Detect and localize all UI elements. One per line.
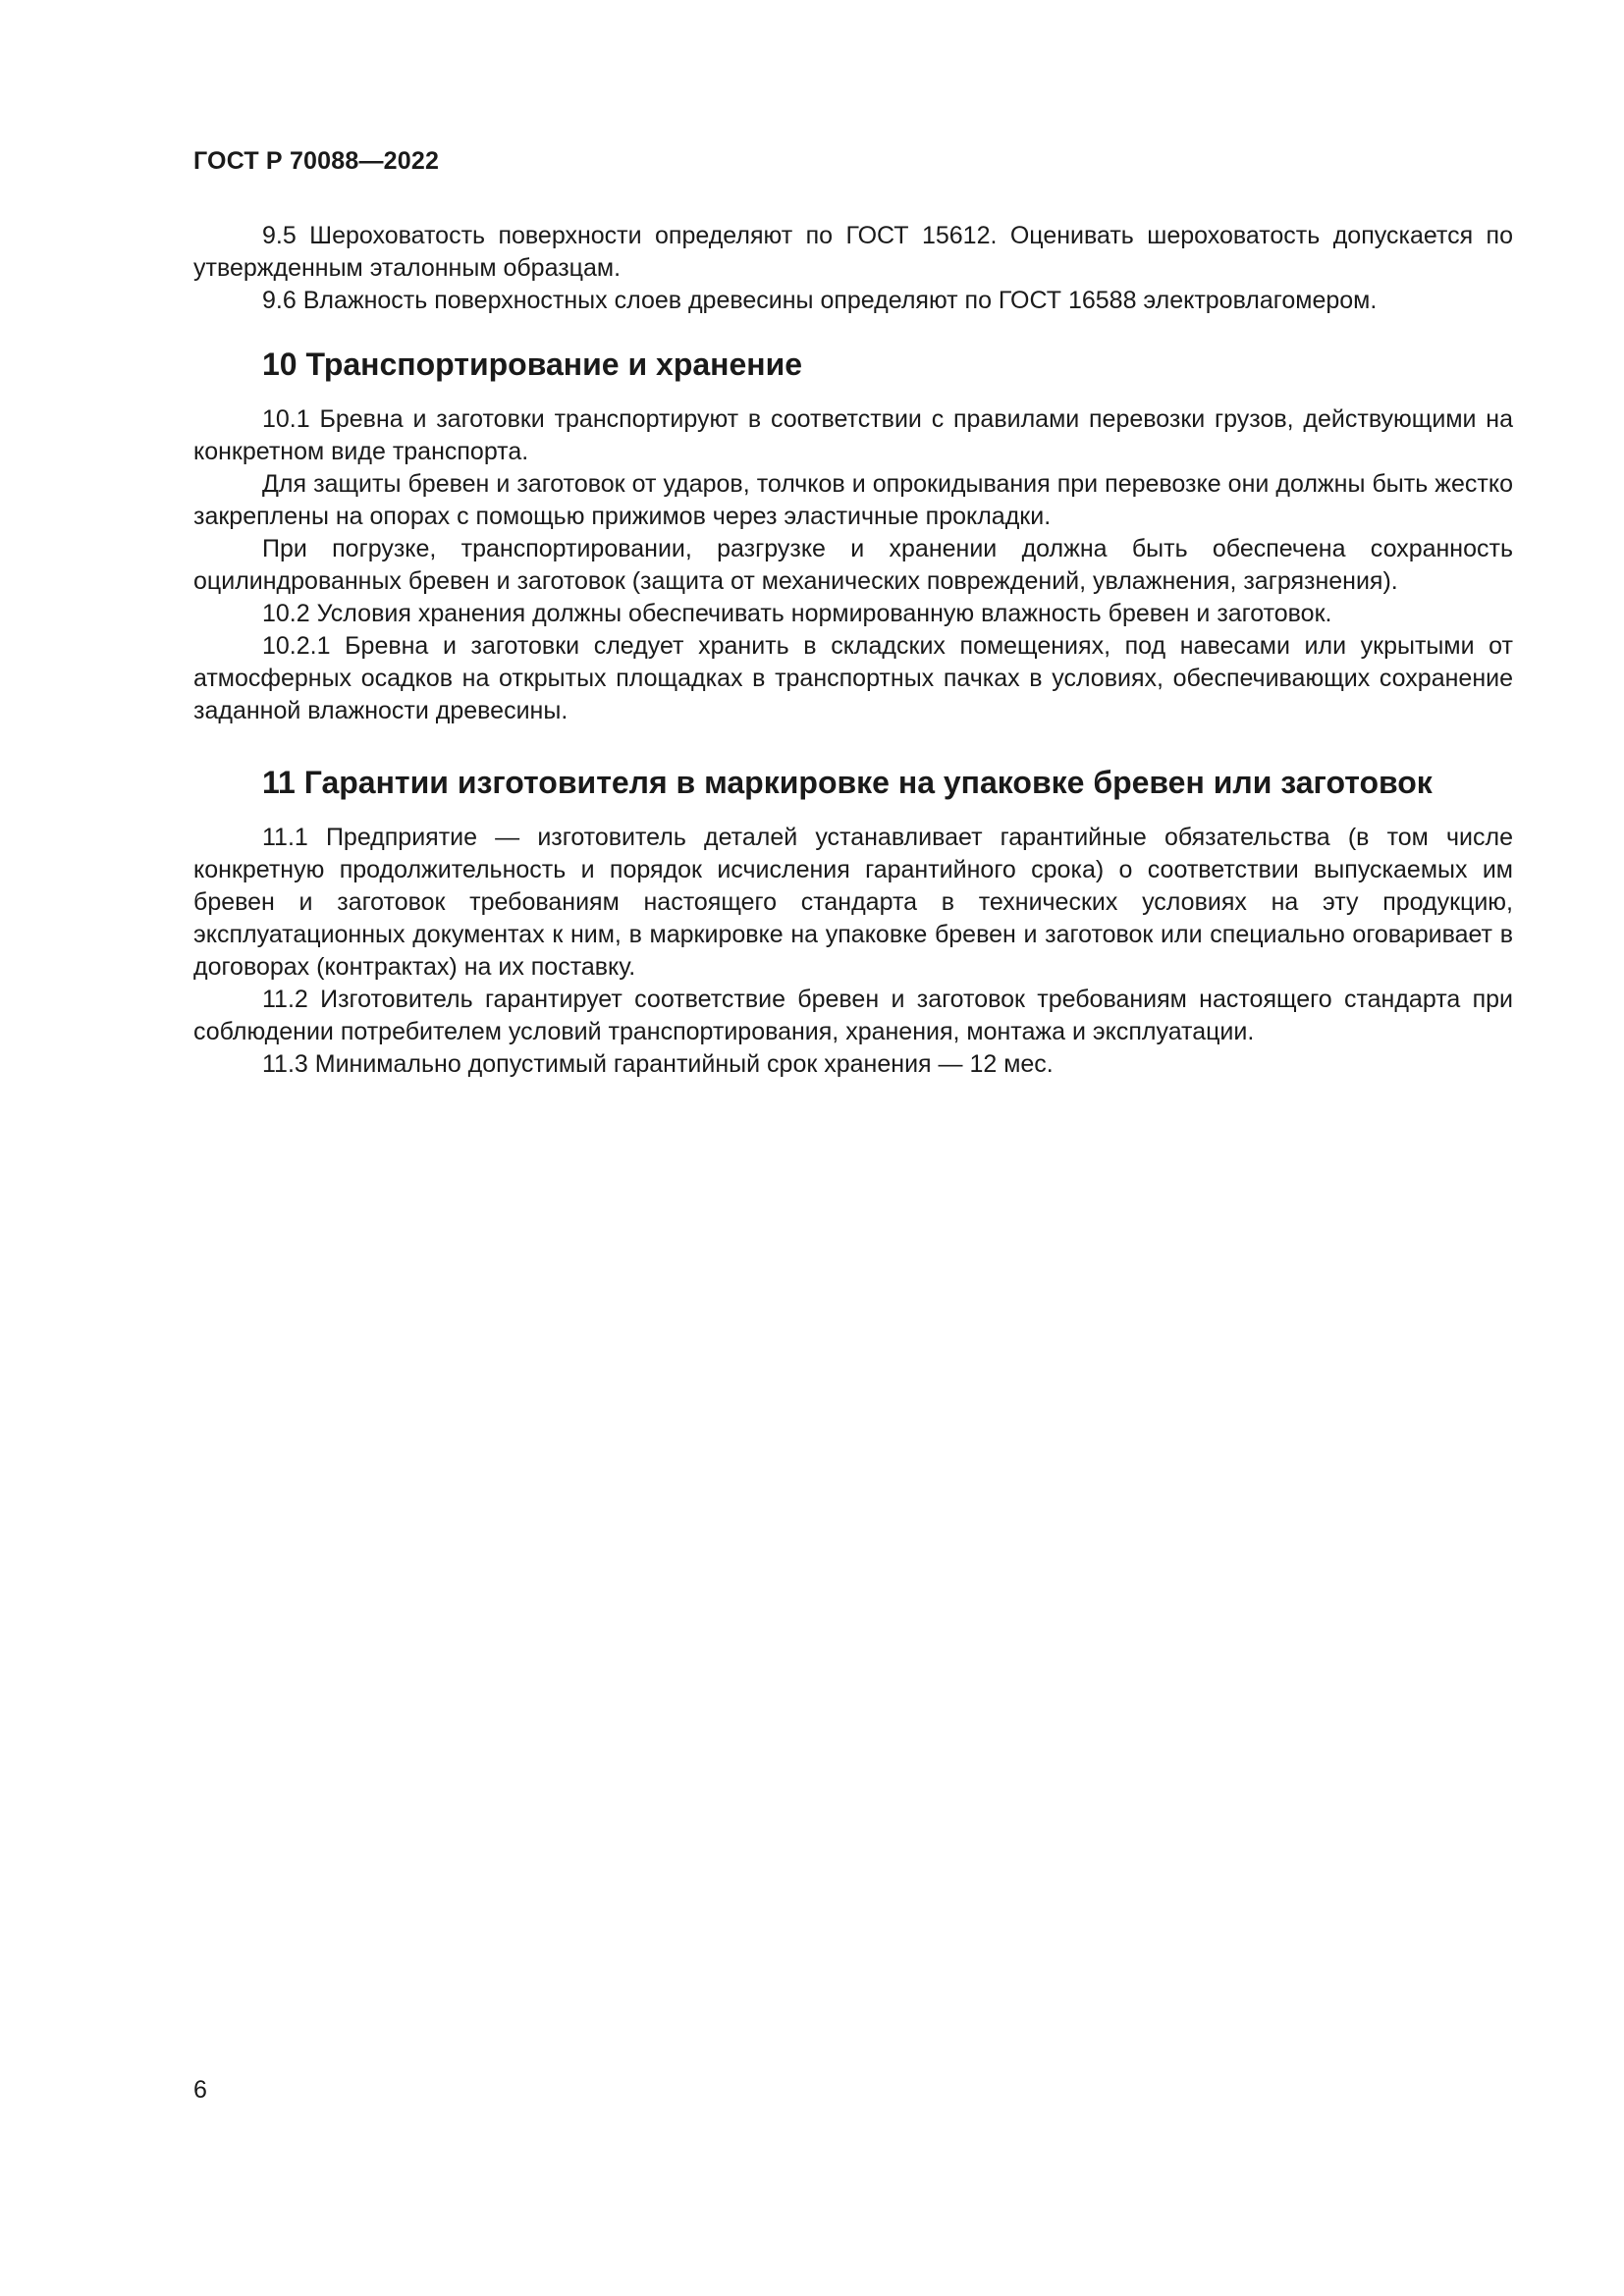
section-10-heading: 10 Транспортирование и хранение <box>262 347 803 382</box>
paragraph-10-2-1: 10.2.1 Бревна и заготовки следует хранить в складских помещениях, под навесами или укрытыми от атмосферных осадков на открытых площадках в транспортных пачках в условиях, обеспечивающих сохранение заданной влажности древесины. <box>193 632 1513 724</box>
paragraph-10-1-preservation: При погрузке, транспортировании, разгрузке и хранении должна быть обеспечена сохранность оцилиндрованных бревен и заготовок (защита от механических повреждений, увлажнения, загрязнения). <box>193 535 1513 595</box>
paragraph-11-3: 11.3 Минимально допустимый гарантийный срок хранения — 12 мес. <box>262 1050 1054 1078</box>
paragraph-9-6: 9.6 Влажность поверхностных слоев древесины определяют по ГОСТ 16588 электровлагомером. <box>262 287 1378 314</box>
document-body <box>193 220 1513 1081</box>
paragraph-11-1: 11.1 Предприятие — изготовитель деталей устанавливает гарантийные обязательства (в том числе конкретную продолжительность и порядок исчисления гарантийного срока) о соответствии выпускаемых им бревен и заготовок требованиям настоящего стандарта в технических условиях на эту продукцию, эксплуатационных документах к ним, в маркировке на упаковке бревен и заготовок или специально оговаривает в договорах (контрактах) на их поставку. <box>193 824 1513 981</box>
paragraph-11-2: 11.2 Изготовитель гарантирует соответствие бревен и заготовок требованиям настоящего стандарта при соблюдении потребителем условий транспортирования, хранения, монтажа и эксплуатации. <box>193 986 1513 1045</box>
paragraph-9-5: 9.5 Шероховатость поверхности определяют по ГОСТ 15612. Оценивать шероховатость допускается по утвержденным эталонным образцам. <box>193 222 1513 282</box>
paragraph-10-2: 10.2 Условия хранения должны обеспечивать нормированную влажность бревен и заготовок. <box>262 600 1332 627</box>
section-11-heading: 11 Гарантии изготовителя в маркировке на упаковке бревен или заготовок <box>262 765 1433 800</box>
paragraph-10-1: 10.1 Бревна и заготовки транспортируют в соответствии с правилами перевозки грузов, действующими на конкретном виде транспорта. <box>193 405 1513 465</box>
document-header: ГОСТ Р 70088—2022 <box>193 147 440 175</box>
page-number: 6 <box>193 2076 207 2104</box>
paragraph-10-1-protection: Для защиты бревен и заготовок от ударов, толчков и опрокидывания при перевозке они должны быть жестко закреплены на опорах с помощью прижимов через эластичные прокладки. <box>193 470 1513 530</box>
